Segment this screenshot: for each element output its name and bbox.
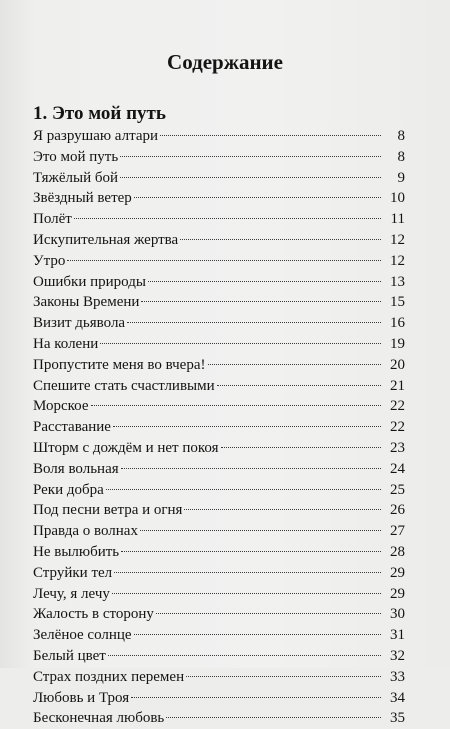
toc-entry-title: Под песни ветра и огня [33, 502, 183, 519]
toc-entry-title: Искупительная жертва [33, 231, 179, 248]
dot-leader [67, 260, 381, 261]
toc-entry-page: 30 [390, 606, 405, 623]
toc-entry-page: 31 [390, 627, 405, 644]
toc-entry-title: Морское [33, 398, 89, 415]
dot-leader [131, 697, 381, 698]
toc-entry [33, 376, 405, 397]
toc-entry-page: 22 [390, 398, 405, 415]
toc-entry-page: 10 [390, 190, 405, 207]
toc-entry-page: 22 [390, 419, 405, 436]
toc-entry-page: 20 [390, 356, 405, 373]
dot-leader [74, 218, 381, 219]
toc-entry [33, 313, 405, 334]
toc-entry-page: 23 [390, 439, 405, 456]
dot-leader [140, 530, 381, 531]
toc-entry [33, 646, 405, 667]
table-of-contents [33, 126, 405, 729]
toc-entry [33, 272, 405, 293]
toc-entry [33, 292, 405, 313]
toc-entry-page: 15 [390, 294, 405, 311]
toc-entry [33, 230, 405, 251]
dot-leader [106, 489, 381, 490]
toc-entry [33, 251, 405, 272]
toc-entry-page: 34 [390, 689, 405, 706]
toc-entry-page: 9 [397, 169, 405, 186]
dot-leader [180, 239, 381, 240]
toc-entry-title: Правда о волнах [33, 523, 138, 540]
toc-entry-title: Пропустите меня во вчера! [33, 356, 206, 373]
toc-entry [33, 625, 405, 646]
dot-leader [134, 197, 381, 198]
toc-entry-title: Реки добра [33, 481, 104, 498]
toc-entry-title: Спешите стать счастливыми [33, 377, 215, 394]
toc-entry-title: Зелёное солнце [33, 627, 132, 644]
toc-entry-title: Воля вольная [33, 460, 119, 477]
toc-entry-title: Утро [33, 252, 66, 269]
dot-leader [121, 468, 381, 469]
toc-entry [33, 168, 405, 189]
dot-leader [148, 281, 381, 282]
dot-leader [120, 177, 381, 178]
toc-entry [33, 209, 405, 230]
dot-leader [221, 447, 381, 448]
toc-entry [33, 667, 405, 688]
toc-entry-title: Визит дьявола [33, 315, 126, 332]
toc-entry-title: Это мой путь [33, 148, 119, 165]
toc-entry-page: 13 [390, 273, 405, 290]
toc-entry [33, 188, 405, 209]
section-heading: 1. Это мой путь [33, 103, 166, 124]
toc-entry [33, 563, 405, 584]
toc-entry-title: Звёздный ветер [33, 190, 132, 207]
toc-entry [33, 688, 405, 709]
dot-leader [100, 343, 381, 344]
toc-entry-page: 12 [390, 252, 405, 269]
toc-entry [33, 542, 405, 563]
toc-entry-page: 19 [390, 335, 405, 352]
toc-entry-title: На колени [33, 335, 99, 352]
toc-entry-page: 35 [390, 710, 405, 727]
toc-entry-page: 25 [390, 481, 405, 498]
toc-entry [33, 355, 405, 376]
toc-entry-title: Расставание [33, 419, 111, 436]
toc-entry-title: Не вылюбить [33, 543, 120, 560]
dot-leader [217, 385, 381, 386]
dot-leader [208, 364, 382, 365]
toc-entry-page: 16 [390, 315, 405, 332]
toc-entry-title: Полёт [33, 211, 72, 228]
toc-entry [33, 584, 405, 605]
dot-leader [156, 613, 381, 614]
toc-entry-page: 11 [390, 211, 405, 228]
toc-entry-page: 28 [390, 543, 405, 560]
toc-entry [33, 708, 405, 729]
dot-leader [141, 301, 381, 302]
toc-entry [33, 480, 405, 501]
toc-entry [33, 334, 405, 355]
dot-leader [186, 676, 381, 677]
dot-leader [184, 509, 381, 510]
toc-entry [33, 521, 405, 542]
toc-entry-page: 27 [390, 523, 405, 540]
toc-entry-page: 8 [397, 128, 405, 144]
dot-leader [108, 655, 381, 656]
toc-entry-title: Ошибки природы [33, 273, 146, 290]
toc-entry [33, 604, 405, 625]
toc-entry-page: 21 [390, 377, 405, 394]
dot-leader [134, 634, 381, 635]
toc-entry-title: Тяжёлый бой [33, 169, 119, 186]
toc-entry-page: 29 [390, 585, 405, 602]
page-title: Содержание [167, 50, 283, 74]
toc-entry-title: Бесконечная любовь [33, 710, 165, 727]
toc-entry-page: 24 [390, 460, 405, 477]
toc-entry [33, 396, 405, 417]
toc-entry-title: Струйки тел [33, 564, 113, 581]
toc-entry-title: Лечу, я лечу [33, 585, 110, 602]
dot-leader [114, 572, 381, 573]
dot-leader [91, 405, 382, 406]
dot-leader [127, 322, 381, 323]
toc-entry [33, 417, 405, 438]
toc-entry-page: 8 [397, 148, 405, 165]
toc-entry-title: Законы Времени [33, 294, 140, 311]
dot-leader [120, 156, 381, 157]
toc-entry-page: 29 [390, 564, 405, 581]
toc-entry-title: Шторм с дождём и нет покоя [33, 439, 219, 456]
dot-leader [112, 593, 381, 594]
dot-leader [113, 426, 381, 427]
toc-entry [33, 126, 405, 147]
toc-entry-title: Я разрушаю алтари [33, 128, 159, 144]
toc-entry [33, 459, 405, 480]
dot-leader [121, 551, 381, 552]
toc-entry [33, 147, 405, 168]
dot-leader [166, 717, 381, 718]
toc-entry [33, 438, 405, 459]
dot-leader [160, 135, 381, 136]
toc-entry-title: Страх поздних перемен [33, 668, 185, 685]
toc-entry-page: 12 [390, 231, 405, 248]
toc-entry [33, 500, 405, 521]
toc-entry-title: Белый цвет [33, 647, 106, 664]
toc-entry-page: 33 [390, 668, 405, 685]
toc-entry-title: Любовь и Троя [33, 689, 130, 706]
toc-entry-title: Жалость в сторону [33, 606, 154, 623]
toc-entry-page: 32 [390, 647, 405, 664]
toc-entry-page: 26 [390, 502, 405, 519]
